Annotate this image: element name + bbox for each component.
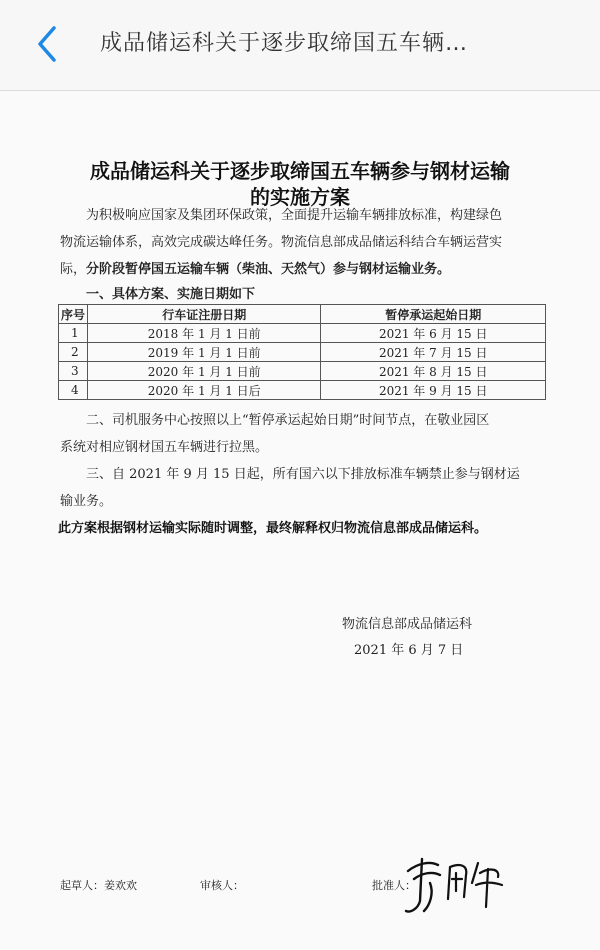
table-row <box>59 324 546 343</box>
table-header-row <box>59 305 546 324</box>
table-header: 行车证注册日期 <box>88 305 321 324</box>
table-cell: 2020 年 1 月 1 日后 <box>88 381 321 400</box>
signature-org: 物流信息部成品储运科 <box>342 617 473 632</box>
app-header <box>0 0 600 91</box>
table-cell: 2021 年 7 月 15 日 <box>321 343 546 362</box>
section-3-paragraph <box>60 461 544 515</box>
document-title-line2: 的实施方案 <box>250 185 350 209</box>
signature-date: 2021 年 6 月 7 日 <box>354 643 464 658</box>
section-3-line: 输业务。 <box>60 494 113 509</box>
table-cell: 2019 年 1 月 1 日前 <box>88 343 321 362</box>
table-row <box>59 381 546 400</box>
intro-bold-text: 分阶段暂停国五运输车辆（柴油、天然气）参与钢材运输业务。 <box>86 262 451 277</box>
intro-line: 物流运输体系，高效完成碳达峰任务。物流信息部成品储运科结合车辆运营实 <box>60 235 503 250</box>
table-header: 序号 <box>59 305 88 324</box>
table-row <box>59 362 546 381</box>
intro-paragraph <box>60 202 544 283</box>
page-title: 成品储运科关于逐步取缔国五车辆… <box>100 31 469 56</box>
chevron-left-icon <box>28 24 68 64</box>
section-2-paragraph <box>60 407 544 461</box>
back-button[interactable] <box>28 24 68 64</box>
table-row <box>59 343 546 362</box>
table-cell: 2 <box>59 343 88 362</box>
table-cell: 2021 年 9 月 15 日 <box>321 381 546 400</box>
intro-line-3 <box>60 256 544 283</box>
section-2-line: 系统对相应钢材国五车辆进行拉黑。 <box>60 440 269 455</box>
table-cell: 3 <box>59 362 88 381</box>
reviewer-label: 审核人： <box>200 879 244 892</box>
table-cell: 2021 年 6 月 15 日 <box>321 324 546 343</box>
approver-label: 批准人： <box>372 879 416 892</box>
closing-statement: 此方案根据钢材运输实际随时调整，最终解释权归物流信息部成品储运科。 <box>58 521 488 536</box>
handwritten-signature <box>400 849 510 919</box>
table-cell: 2021 年 8 月 15 日 <box>321 362 546 381</box>
table-cell: 2018 年 1 月 1 日前 <box>88 324 321 343</box>
table-cell: 1 <box>59 324 88 343</box>
section-3-line: 三、自 2021 年 9 月 15 日起，所有国六以下排放标准车辆禁止参与钢材运 <box>86 467 520 482</box>
drafter-label: 起草人：姜欢欢 <box>60 879 137 892</box>
intro-line: 为积极响应国家及集团环保政策，全面提升运输车辆排放标准，构建绿色 <box>86 208 503 223</box>
section-2-line: 二、司机服务中心按照以上“暂停承运起始日期”时间节点，在敬业园区 <box>86 413 490 428</box>
table-header: 暂停承运起始日期 <box>321 305 546 324</box>
intro-line: 际， <box>60 262 87 277</box>
document-view[interactable] <box>0 91 600 950</box>
schedule-table <box>58 304 546 400</box>
table-cell: 4 <box>59 381 88 400</box>
document-title-line1: 成品储运科关于逐步取缔国五车辆参与钢材运输 <box>90 159 510 183</box>
table-cell: 2020 年 1 月 1 日前 <box>88 362 321 381</box>
section-1-heading: 一、具体方案、实施日期如下 <box>86 287 256 302</box>
